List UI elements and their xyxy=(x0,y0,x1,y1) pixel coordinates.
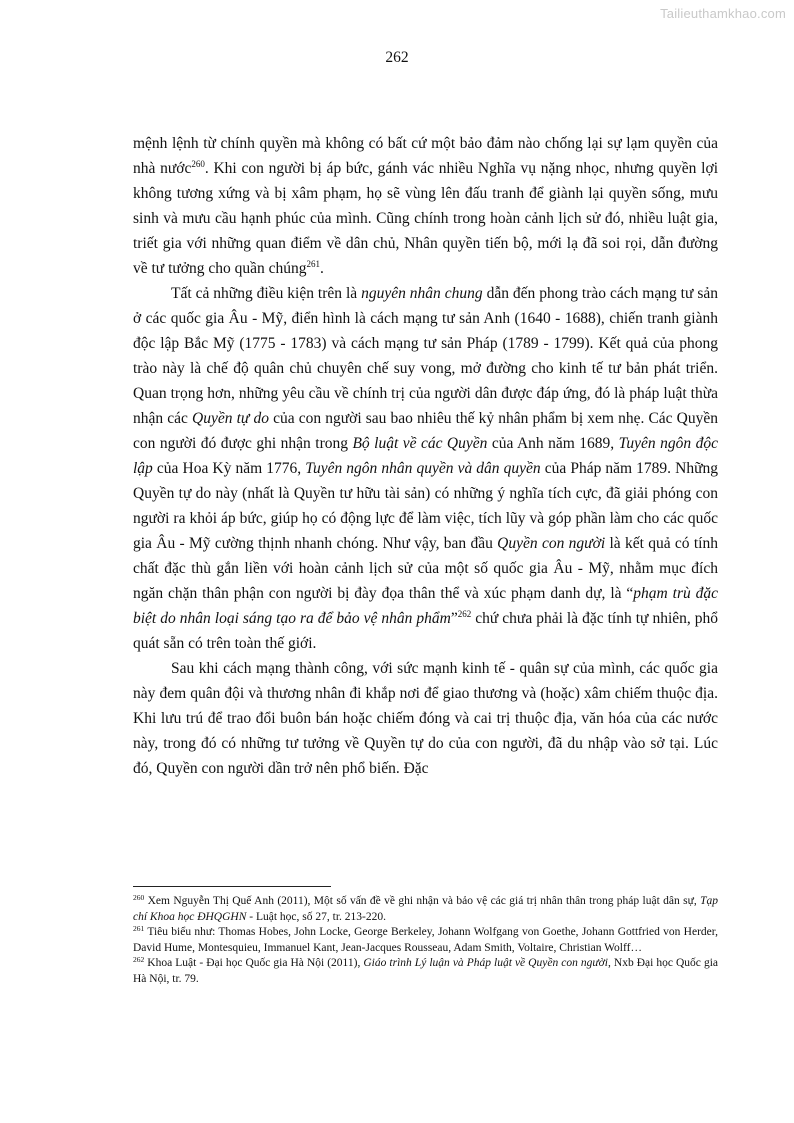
footnote-divider xyxy=(133,886,331,887)
footnote-261: $^{261}$ Tiêu biểu như: Thomas Hobes, John Locke, George Berkeley, Johann Wolfgang von Goethe, Johann Gottfried von Herder, David Hume, Montesquieu, Immanuel Kant, Jean-Jacques Rousseau, Adam Smith, Voltaire, Christian Wolff… xyxy=(133,924,718,954)
footnote-260: $^{260}$ Xem Nguyễn Thị Quế Anh (2011), Một số vấn đề về ghi nhận và bảo vệ các giá trị nhân thân trong pháp luật dân sự, Tạp chí Khoa học ĐHQGHN - Luật học, số 27, tr. 213-220. xyxy=(133,893,718,923)
footnote-262: $^{262}$ Khoa Luật - Đại học Quốc gia Hà Nội (2011), Giáo trình Lý luận và Pháp luật về Quyền con người, Nxb Đại học Quốc gia Hà Nội, tr. 79. xyxy=(133,955,718,985)
footnote-ref-260[interactable]: 260 xyxy=(191,159,205,169)
body-text xyxy=(133,131,718,781)
paragraph-1: mệnh lệnh từ chính quyền mà không có bất cứ một bảo đảm nào chống lại sự lạm quyền của nhà nước$^{260}$. Khi con người bị áp bức, gánh vác nhiều Nghĩa vụ nặng nhọc, nhưng quyền lợi không tương xứng và bị xâm phạm, họ sẽ vùng lên đấu tranh để giành lại quyền sống, mưu sinh và mưu cầu hạnh phúc của mình. Cũng chính trong hoàn cảnh lịch sử đó, nhiều luật gia, triết gia với những quan điểm về dân chủ, Nhân quyền tiến bộ, mới lạ đã soi rọi, dẫn đường về tư tưởng cho quần chúng$^{261}$. xyxy=(133,135,718,277)
paragraph-2: Tất cả những điều kiện trên là nguyên nhân chung dẫn đến phong trào cách mạng tư sản ở các quốc gia Âu - Mỹ, điển hình là cách mạng tư sản Anh (1640 - 1688), chiến tranh giành độc lập Bắc Mỹ (1775 - 1783) và cách mạng tư sản Pháp (1789 - 1799). Kết quả của phong trào này là chế độ quân chủ chuyên chế suy vong, mở đường cho kinh tế tư bản phát triển. Quan trọng hơn, những yêu cầu về chính trị của người dân được đáp ứng, đó là pháp luật thừa nhận các Quyền tự do của con người sau bao nhiêu thế kỷ nhân phẩm bị xem nhẹ. Các Quyền con người đó được ghi nhận trong Bộ luật về các Quyền của Anh năm 1689, Tuyên ngôn độc lập của Hoa Kỳ năm 1776, Tuyên ngôn nhân quyền và dân quyền của Pháp năm 1789. Những Quyền tự do này (nhất là Quyền tư hữu tài sản) có những ý nghĩa tích cực, đã giải phóng con người ra khỏi áp bức, giúp họ có động lực để làm việc, tích lũy và góp phần làm cho các quốc gia Âu - Mỹ cường thịnh nhanh chóng. Như vậy, ban đầu Quyền con người là kết quả có tính chất đặc thù gắn liền với hoàn cảnh lịch sử của một số quốc gia Âu - Mỹ, nhằm mục đích ngăn chặn thân phận con người bị đày đọa thân thể và xúc phạm danh dự, là “phạm trù đặc biệt do nhân loại sáng tạo ra để bảo vệ nhân phẩm”$^{262}$ chứ chưa phải là đặc tính tự nhiên, phổ quát sẵn có trên toàn thế giới. xyxy=(133,285,719,652)
paragraph-3: Sau khi cách mạng thành công, với sức mạnh kinh tế - quân sự của mình, các quốc gia này đem quân đội và thương nhân đi khắp nơi để giao thương và (hoặc) xâm chiếm thuộc địa. Khi lưu trú để trao đổi buôn bán hoặc chiếm đóng và cai trị thuộc địa, văn hóa của các nước này, trong đó có những tư tưởng về Quyền tự do của con người, đã du nhập vào sở tại. Lúc đó, Quyền con người dần trở nên phổ biến. Đặc xyxy=(133,660,718,777)
footnotes xyxy=(133,894,718,987)
page-number: 262 xyxy=(385,49,409,66)
footnote-ref-261[interactable]: 261 xyxy=(306,259,321,269)
footnote-ref-262[interactable]: 262 xyxy=(457,609,472,619)
site-watermark: Tailieuthamkhao.com xyxy=(660,6,786,21)
